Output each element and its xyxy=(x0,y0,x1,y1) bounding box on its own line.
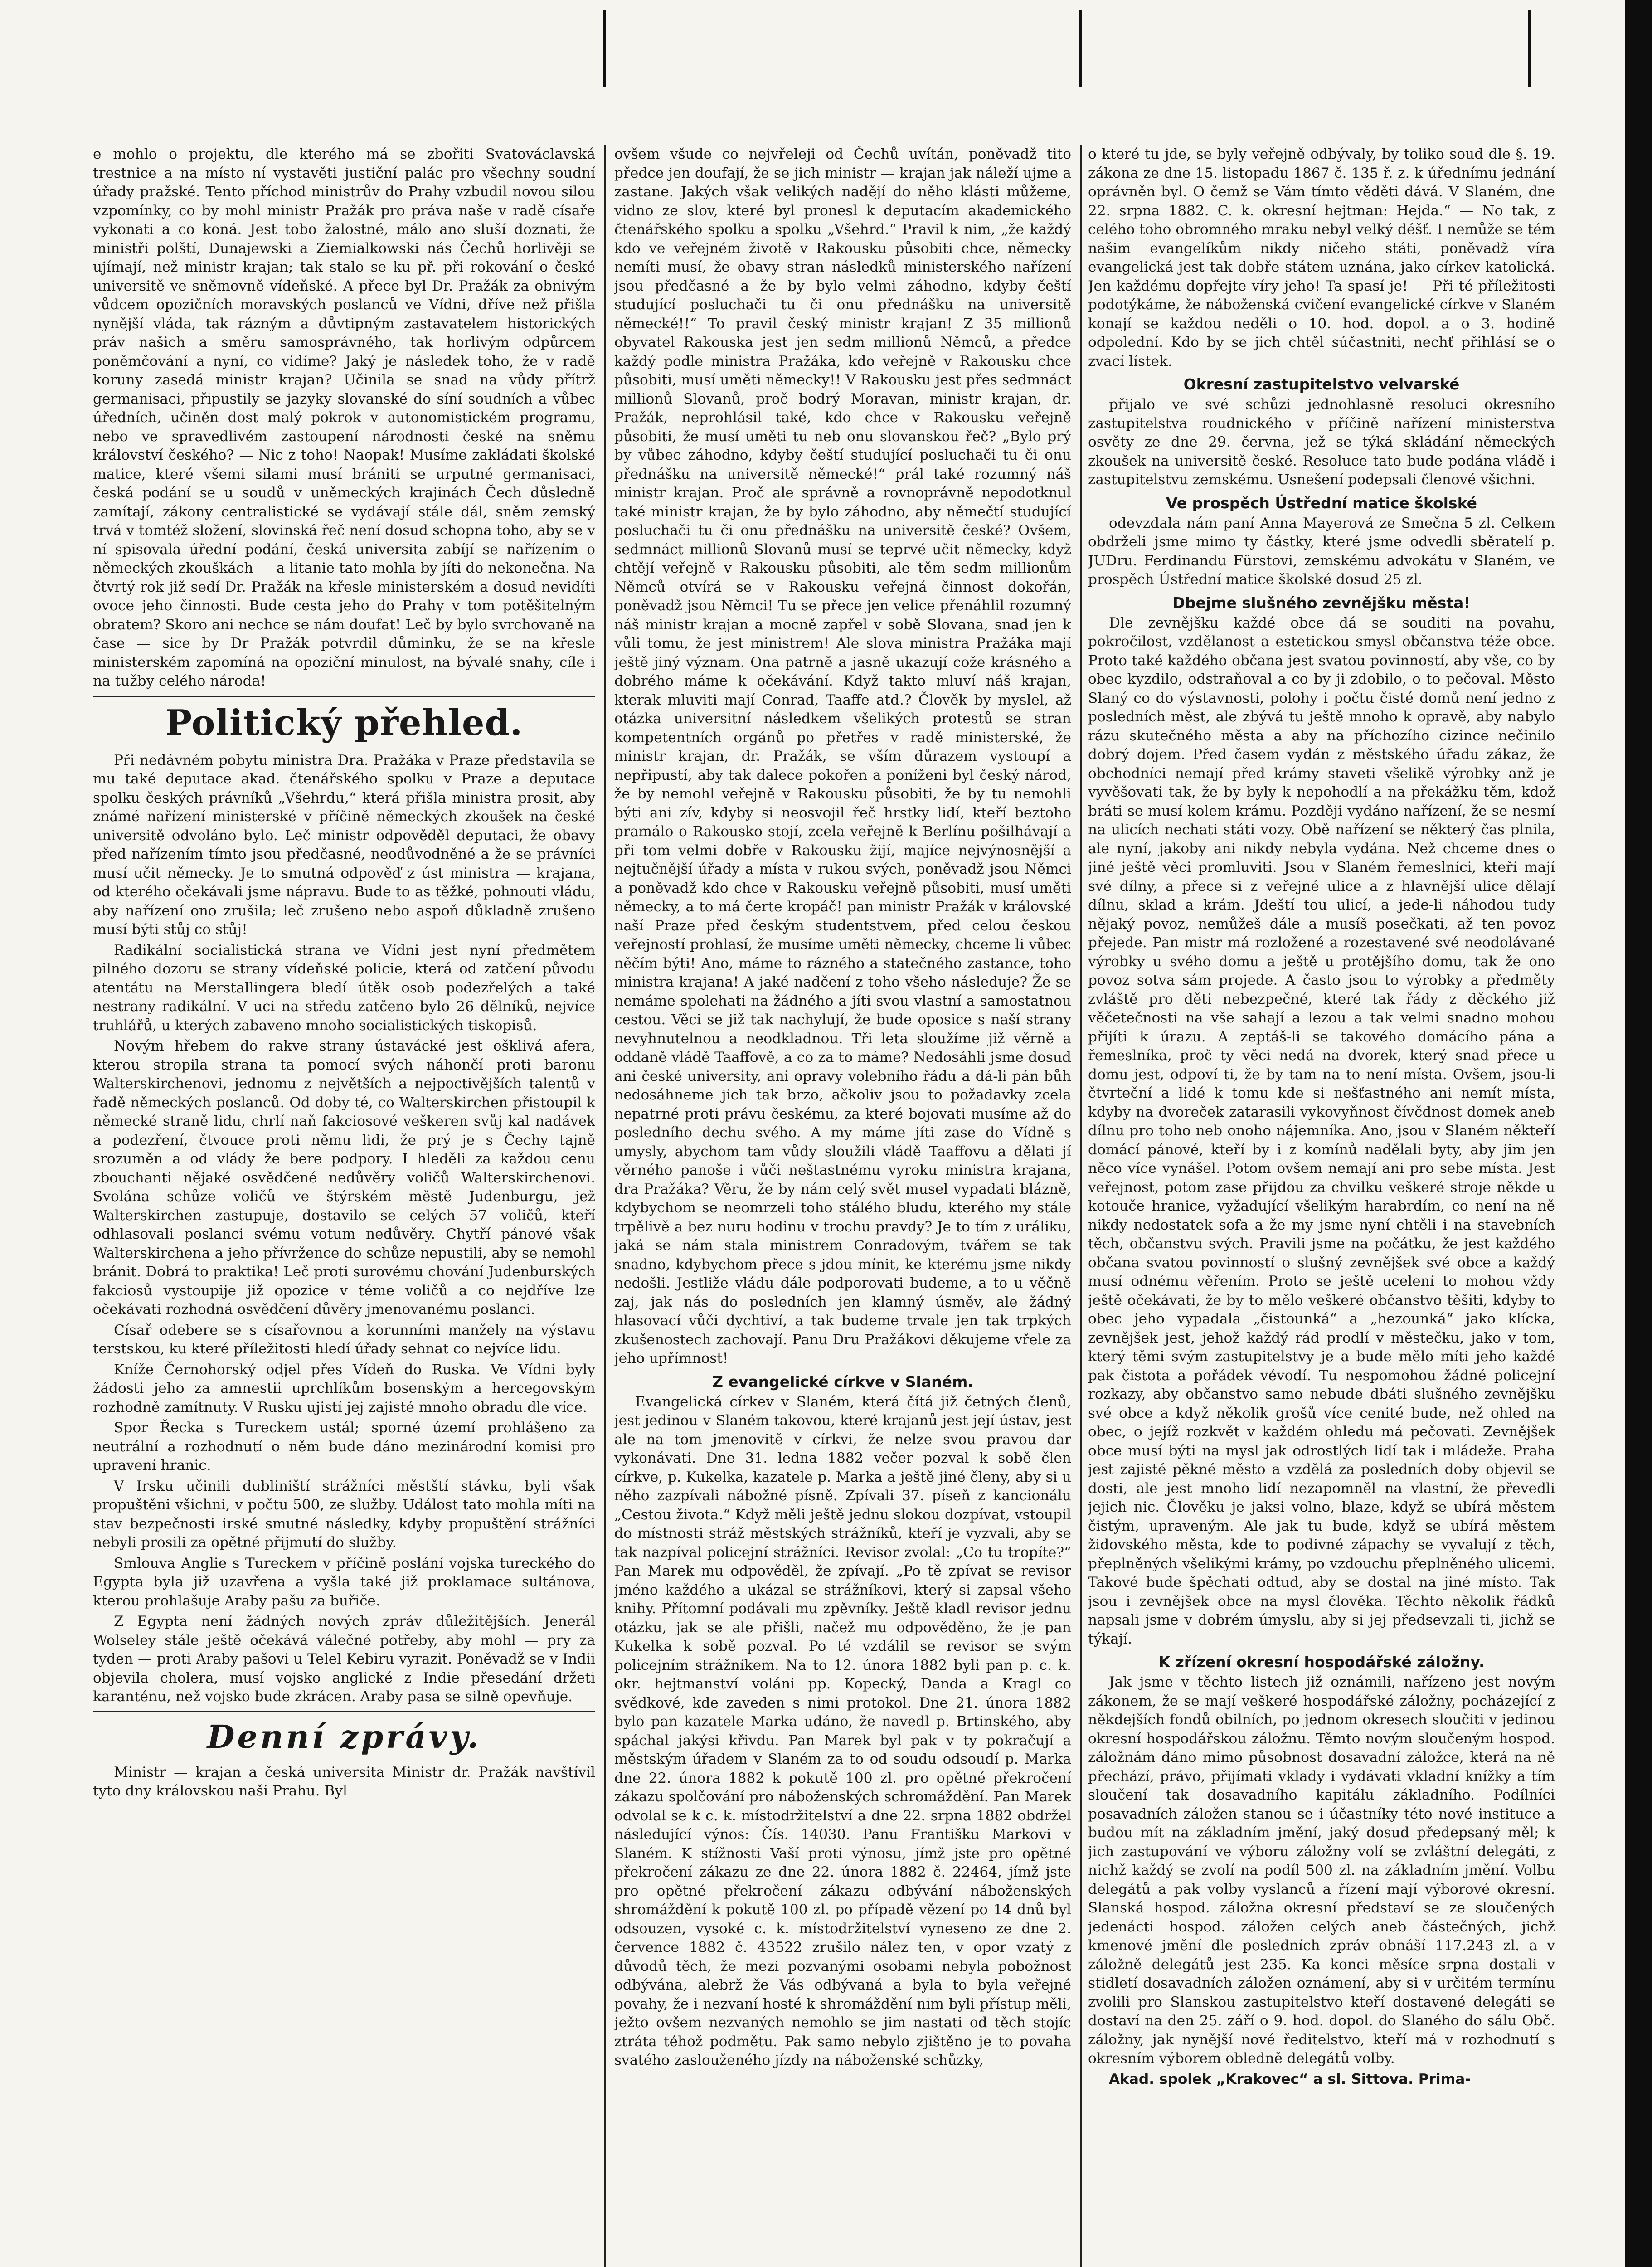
article-paragraph: odevzdala nám paní Anna Mayerová ze Smečna 5 zl. Celkem obdrželi jsme mimo ty částky, které jsme odvedli sběratelí p. JUDru. Ferdinandu Fürstovi, zemskému advokátu v Slaném, ve prospěch Ústřední matice školské dosud 25 zl. xyxy=(1088,515,1555,588)
subheading-town-appearance: Dbejme slušného zevnějšku města! xyxy=(1172,594,1471,612)
article-lead: Akad. spolek „Krakovec“ a sl. Sittova. Prima- xyxy=(1109,2071,1471,2087)
section-title-daily-news: Denní zprávy. xyxy=(207,1717,481,1756)
article-paragraph: Z Egypta není žádných nových zpráv důležitějších. Jenerál Wolseley stále ještě očekává válečné potřeby, aby mohl — pry za tyden — proti Araby pašovi u Telel Kebiru vyrazit. Poněvadž se v Indii objevila cholera, musí vojsko anglické z Indie přesedání držeti karanténu, než vojsko bude zkrácen. Araby pasa se silně opevňuje. xyxy=(93,1613,595,1705)
article-paragraph: přijalo ve své schůzi jednohlasně resoluci okresního zastupitelstva roudnického v příčině nařízení ministerstva osvěty ze dne 29. června, jež se týká skládání německých zkoušek na universitě české. Resoluce tato bude podána vládě i zastupitelstvu zemskému. Usnešení podepsali členové všichni. xyxy=(1088,396,1555,488)
article-paragraph: o které tu jde, se byly veřejně odbývaly, by toliko soud dle §. 19. zákona ze dne 15. listopadu 1867 č. 135 ř. z. k úřednímu jednání oprávněn byl. O čemž se Vám tímto věděti dává. V Slaném, dne 22. srpna 1882. C. k. okresní hejtman: Hejda.“ — No tak, z celého toho obromného mraku nebyl velký déšť. I nemůže se tém našim evangelíkům nikdy ničeho státi, poněvadž víra evangelická jest tak dobře státem uznána, jako církev katolická. Jen každému dopřejte víry jeho! Ta spasí je! — Při té příležitosti podotýkáme, že náboženská cvičení evangelické církve v Slaném konají se každou neděli o 10. hod. dopol. a o 3. hodině odpolední. Kdo by se jich chtěl súčastniti, nechť přihlásí se o zvací lístek. xyxy=(1088,146,1555,370)
article-paragraph: Jak jsme v těchto listech již oznámili, nařízeno jest novým zákonem, že se mají veškeré hospodářské záložny, pocházející z někdejších fondů obilních, po jednom okresech sloučiti v jedinou okresní hospodářskou záložnu. Těmto novým sloučeným hospod. záložnám dáno mimo působnost dosavadní záložce, která na ně přechází, právo, přijímati vklady i vydávati vkladní knížky a tím sloučení tak dosavadního kapitálu základního. Podílníci posavadních záložen stanou se i účastníky této nové instituce a budou mít na základním jmění, jaký dosud předepsaný měl; k jich zastupování ve výboru záložny volí se zvláštní delegáti, z nichž každý se zvolí na podíl 500 zl. na základním jmění. Volbu delegátů a pak volby vyslanců a řízení mají výborové okresní. Slanská hospod. záložna okresní představí se ze sloučených jedenácti hospod. záložen celých aneb částečných, jichž kmenové jmění dle posledních zpráv obnáší 117.243 zl. a v záložně delegátů jest 235. Ka konci měsíce srpna dostali v stidletí dosavadních záložen oznámení, aby si v určitém termínu zvolili pro Slanskou zastupitelstvo kteří dostavené delegáti se dostaví na den 25. září o 9. hod. dopol. do Slaného do sálu Obč. záložny, jak nynější nové ředitelstvo, kteří má v rozhodnutí s okresním výborem obledně delegátů volby. xyxy=(1088,1674,1555,2067)
article-paragraph: V Irsku učinili dubliniští strážníci městští stávku, byli však propuštěni všichni, v počtu 500, ze služby. Událost tato mohla míti na stav bezpečnosti irské smutné následky, kdyby propuštění strážníci nebyli prosili za opětné přijmutí do služby. xyxy=(93,1478,595,1551)
column-2 xyxy=(614,145,1071,2267)
article-paragraph: e mohlo o projektu, dle kterého má se zbořiti Svatováclavská trestnice a na místo ní vystavěti justiční palác pro všechny soudní úřady pražské. Tento příchod ministrův do Prahy vzbudil novou silou vzpomínky, co by mohl ministr Pražák pro práva naše v radě císaře vykonati a co koná. Jest tobo žalostné, málo ano sluší doznati, že ministři polští, Dunajewski a Ziemialkowski nás Čechů horlivěji se ujímají, než ministr krajan; tak stalo se ku př. při rokování o české universitě ve sněmovně vídeňské. A přece byl Dr. Pražák za obnivým vůdcem opozičních moravských poslanců ve Vídni, dříve než přišla nynější vláda, tak rázným a důvtipným zastavatelem historických práv našich a směru samosprávného, tak horlivým odpůrcem poněmčování a nyní, co vidíme? Jaký je následek toho, že v radě koruny zasedá ministr krajan? Učinila se snad na vůdy přítrž germanisaci, připustily se jazyky slovanské do síní soudních a vůbec úředních, učiněn dost malý pokrok v autonomistickém programu, nebo ve spravedlivém zastoupení národnosti české na sněmu království českého? — Nic z toho! Naopak! Musíme zakládati školské matice, které všemi silami musí brániti se urputné germanisaci, česká podání se u soudů v uněmeckých krajinách Čech důsledně zamítají, zákony centralistické se vydávají stále dál, sněm zemský trvá v tomtéž složení, slovinská řeč není dosud schopna toho, aby se v ní spisovala úřední podání, česká universita zabíjí se nařízením o německých zkouškách — a litanie tato mohla by jíti do nekonečna. Na čtvrtý rok již sedí Dr. Pražák na křesle ministerském a dosud nevidíti ovoce jeho činnosti. Bude cesta jeho do Prahy v tom potěšitelným obratem? Skoro ani nechce se nám doufat! Leč by bylo svrchovaně na čase — sice by Dr Pražák potvrdil důminku, že se na křesle ministerském zapomíná na opoziční minulost, na bývalé snahy, cíle i na tužby celého národa! xyxy=(93,146,595,689)
subheading-savings-bank: K zřízení okresní hospodářské záložny. xyxy=(1158,1653,1485,1671)
section-title-politics: Politický přehled. xyxy=(165,702,523,744)
article-paragraph: Radikální socialistická strana ve Vídni jest nyní předmětem pilného dozoru se strany vídeňské policie, která od zatčení původu atentátu na Merstallingera bledí útěk osob podezřelých a také nestrany radikální. V uci na středu zatčeno bylo 26 dělníků, nejvíce truhlářů, u kterých zabaveno mnoho socialistických tiskopisů. xyxy=(93,942,595,1034)
column-3 xyxy=(1088,145,1555,2267)
scan-edge xyxy=(1625,0,1652,2267)
subheading-district-council: Okresní zastupitelstvo velvarské xyxy=(1183,375,1460,393)
column-1 xyxy=(93,145,595,2267)
article-paragraph: Novým hřebem do rakve strany ústavácké jest ošklivá afera, kterou stropila strana ta pomocí svých náhončí proti baronu Walterskirchenovi, jednomu z největších a nejpoctivějších talentů v řadě německých poslanců. Od doby té, co Walterskirchen přistoupil k německé straně lidu, chrlí naň fakciosové veškeren svůj kal nadávek a podezření, čtvouce proti němu lidi, že prý je s Čechy tajně srozuměn a od vlády že bere podpory. I hleděli za každou cenu zbouchanti nějaké osvědčené nedůvěry voličů Walterskirchenovi. Svolána schůze voličů ve štýrském městě Judenburgu, jež Walterskirchen zastupuje, dostavilo se celých 57 voličů, kteří odhlasovali poslanci svému votum nedůvěry. Chytří pánové však Walterskirchena a jeho přívržence do schůze nepustili, aby se nemohl bránit. Dobrá to praktika! Leč proti surovému chování Judenburských fakciosů vystoupije již opozice v téme voličů a co nejdříve lze očekávati rozhodná osvědčení důvěry jmenovanému poslanci. xyxy=(93,1038,595,1318)
column-tick xyxy=(603,10,606,87)
section-divider xyxy=(93,696,595,697)
subheading-evangelical-church: Z evangelické církve v Slaném. xyxy=(712,1372,973,1391)
column-rule xyxy=(1080,145,1082,2267)
article-paragraph: Evangelická církev v Slaném, která čítá již četných členů, jest jedinou v Slaném takovou, které krajanů jest její ústav, jest ale na tom jmenovitě v církvi, že nelze svou pravou dar vykonávati. Dne 31. ledna 1882 večer pozval k sobě člen církve, p. Kukelka, kazatele p. Marka a ještě jiné členy, aby si u něho zazpívali nábožné písně. Zpívali 37. píseň z kancionálu „Cestou života.“ Když měli ještě jednu slokou dozpívat, vstoupil do místnosti stráž městských strážníků, kteří je vyzvali, aby se tak nazpíval policejní strážníci. Revisor zvolal: „Co tu tropíte?“ Pan Marek mu odpověděl, že zpívají. „Po tě zpívat se revisor jméno každého a ukázal se strážníkovi, který si zapsal všeho knihy. Přítomní podávali mu zpěvníky. Ještě kladl revisor jednu otázku, jak se ale přišli, načež mu odpověděno, že je pan Kukelka k sobě pozval. Po té vzdálil se revisor se svým policejním strážníkem. Na to 12. února 1882 byli pan p. c. k. okr. hejtmanství voláni pp. Kopecký, Danda a Kragl co svědkové, kde zaveden s nimi protokol. Dne 21. února 1882 bylo pan kazatele Marka udáno, že navedl p. Brtinského, aby spáchal jakýsi křivdu. Pan Marek byl pak v ty pokračují a městským úřadem v Slaném za to od soudu odsoudí p. Marka dne 22. února 1882 k pokutě 100 zl. pro opětné překročení zákazu spolčování pro náboženských schromáždění. Pan Marek odvolal se k c. k. místodržitelství a dne 22. srpna 1882 obdržel následující výnos: Čís. 14030. Panu Františku Markovi v Slaném. K stížnosti Vaší proti výnosu, jímž jste pro opětné překročení zákazu ze dne 22. února 1882 č. 22464, jímž jste pro opětné překročení zákazu odbývání náboženských shromáždění k pokutě 100 zl. po případě vězení po 14 dnů byl odsouzen, vysoké c. k. místodržitelství vyneseno ze dne 2. července 1882 č. 43522 zrušilo nález ten, v opor vzatý z důvodů těch, že mezi pozvanými osobami nebyla pobožnost odbývána, alebrž že Vás odbývaná a byla to byla veřejné povahy, že i nezvaní hosté k shromáždění nim byli přístup měli, ježto ovšem nezvaných nemohlo se jim nastati od těch stojíc ztráta téhož podmětu. Pak samo nebylo zjištěno je to povaha svatého zaslouženého jízdy na náboženské schůzky, xyxy=(614,1393,1071,2068)
subheading-school-foundation: Ve prospěch Ústřední matice školské xyxy=(1166,494,1477,512)
article-paragraph: ovšem všude co nejvřeleji od Čechů uvítán, poněvadž tito předce jen doufají, že se jich ministr — krajan jak náleží ujme a zastane. Jakých však velikých nadějí do něho klásti můžeme, vidno ze slov, které byl pronesl k deputacím akademického čtenářského spolku a spolku „Všehrd.“ Pravil k nim, „že každý kdo ve veřejném životě v Rakousku působiti chce, německy nemíti musí, že obavy stran následků ministerského nařízení jsou předčasné a že by bylo velmi záhodno, kdyby čeští studující posluchači tu či onu přednášku na universitě německé!!“ To pravil český ministr krajan! Z 35 millionů obyvatel Rakouska jest jen sedm millionů Němců, a předce každý podle ministra Pražáka, kdo veřejně v Rakousku chce působiti, musí uměti německy!! V Rakousku jest přes sedmnáct millionů Slovanů, proč bodrý Moravan, ministr krajan, dr. Pražák, neprohlásil také, kdo chce v Rakousku veřejně působiti, že musí uměti tu neb onu slovanskou řeč? „Bylo prý by vůbec záhodno, kdyby čeští studující posluchači tu či onu přednášku na universitě německé!“ prál také rozumný náš ministr krajan. Proč ale správně a rovnoprávně nepodotknul také ministr krajan, že by bylo záhodno, aby němečtí studující posluchači tu či onu přednášku na universitě české? Ovšem, sedmnáct millionů Slovanů musí se teprvé učit německy, když chtějí veřejně v Rakousku působiti, ale těm sedm millionům Němců otvírá se v Rakousku veřejná činnost dokořán, poněvadž jsou Němci! Tu se přece jen velice přenáhlil rozumný náš ministr krajan a mocně zapřel v sobě Slovana, snad jen k vůli tomu, že jest ministrem! Ale slova ministra Pražáka mají ještě jiný význam. Ona patrně a jasně ukazují cože krásného a dobrého máme k očekávání. Když takto mluví náš krajan, kterak mluviti mají Conrad, Taaffe atd.? Člověk by myslel, až otázka universitní následkem všelikých protestů se stran kompetentních orgánů po přetřes v radě ministerské, že ministr krajan, dr. Pražák, se vším důrazem vystoupí a nepřipustí, aby tak dalece pokořen a poníženi byl český národ, že by nemohl veřejně v Rakousku působiti, že by tu nemohli býti ani zív, kdyby si neosvojil řeč hrstky lidí, kteří beztoho pramálo o Rakousko stojí, zcela veřejně k Berlínu pošilhávají a při tom velmi dobře v Rakousku žijí, majíce nejvýnosnější a nejtučnější úřady a místa v rukou svých, poněvadž jsou Němci a poněvadž kdo chce v Rakousku veřejně působiti, musí uměti německy, a to má čerte kropáč! pan ministr Pražák v královské naší Praze před českým studentstvem, před celou českou veřejností prohlasí, že musíme uměti německy, chceme li vůbec něčím býti! Ano, máme to rázného a statečného zastance, toho ministra krajana! A jaké nadčení z toho všeho následuje? Že se nemáme spolehati na žádného a jíti svou vlastní a samostatnou cestou. Věci se již tak nachylují, že bude oposice s naší strany nevyhnutelnou a neodkladnou. Tři leta sloužíme již věrně a oddaně vládě Taaffově, a co za to máme? Nedosáhli jsme dosud ani české university, ani opravy volebního řádu a dá-li pán bůh nedosáhneme jich tak brzo, ačkoliv jsou to požadavky zcela nepatrné proti právu českému, za které bojovati musíme až do posledního dechu svého. A my máme jíti zase do Vídně s umysly, abychom tam vůdy sloužili vládě Taaffovu a dělati jí věrného panoše i vůči neštastnému vyroku ministra krajana, dra Pražáka? Věru, že by nám celý svět musel vypadati blázně, kdybychom se neomrzeli toho stálého bludu, kterého my stále trpělivě a bez nuru hodinu v trochu pravdy? Je to tím z uráliku, jaká se nám stala ministrem Conradovým, tvářem se tak snadno, kdybychom přece s jdou mínit, ke kterému jsme nikdy nedošli. Jestliže vládu dále podporovati budeme, a to u věčně zaj, jak nás do posledních jen klamný úsměv, ale žádný hlasovací vůči dychtiví, a tak budeme trvale jen tak trpkých zkušenostech zachovají. Panu Dru Pražákovi děkujeme vřele za jeho upřímnost! xyxy=(614,146,1071,1367)
article-paragraph: Dle zevnějšku každé obce dá se souditi na povahu, pokročilost, vzdělanost a estetickou smysl občanstva téže obce. Proto také každého občana jest svatou povinností, aby vše, co by obec kyzdilo, odstraňoval a co by ji zdobilo, o to pečoval. Město Slaný co do výstavnosti, polohy i počtu čisté domů není jedno z posledních měst, ale zbývá tu ještě mnoho k opravě, aby nabylo rázu skutečného města a aby na příchozího cizince nečinilo dobrý dojem. Před časem vydán z městského úřadu zákaz, že obchodníci nemají před krámy staveti všelikě výrobky anž je vyvěšovati tak, že by byly k nepohodlí a na překážku těm, kdož bráti se musí kolem krámu. Později vydáno nařízení, že se nesmí na ulicích nechati státi vozy. Obě nařízení se některý čas plnila, ale nyní, jakoby ani nikdy nebyla vydána. Než chceme dnes o jiné ještě věci promluviti. Jsou v Slaném řemeslníci, kteří mají své dílny, a přece si z veřejné ulice a z hlavnější ulice dělají dílnu, sklad a krám. Jdeští tou ulicí, a jede-li náhodou tudy nějaký povoz, nemůžeš dále a musíš posečkati, až ten povoz přejede. Pan mistr má rozložené a rozestavené své neodolávané výrobky u svého domu a ještě u protějšího domu, tak že ono povoz sotva sám projede. A často jsou to výrobky a předměty zvláště pro děti nebezpečné, které tak řády z děckého již věčetečnosti na vše sahají a lezou a tak velmi snadno mohou přijíti k úrazu. A zeptáš-li se takového domácího pána a řemeslníka, proč ty věci nedá na dvorek, který snad přece u domu jest, odpoví ti, že by tam na to není místa. Ovšem, jsou-li čtvrteční a lidé k tomu kde si nešťastného ani nemít místa, kdyby na dvoreček zatarasili vykovyňnost čívčdnost domek aneb dílnu pro toho neb onoho nájemníka. Ano, jsou v Slaném někteří domácí pánové, kteří by i z komínů nadělali byty, aby jim jen něco více vynášel. Potom ovšem nemají ani pro sebe místa. Jest veřejnost, potom zase přijdou za chvilku veškeré stroje někde u kotouče hranice, vyžadující všelikým harabrdím, co není na ně nikdy nedostatek sofa a že my jsme nyní chtěli i na stavebních těch, občanstvu svých. Pravili jsme na počátku, že jest každého občana svatou povinností o slušný zevnějšek své obce a každý musí odnému věřením. Proto se ještě ucelení to mohou vždy ještě očekávati, že by to mělo veškeré občanstvo těšiti, kdyby to obec jeho vypadala „čistounká“ a „hezounká“ jako klícka, zevnějšek jest, jehož každý rád prodlí v městečku, jako v tom, který těmi svým zastupitelstvy je a bude mělo míti jeho každé pak čistota a pořádek vévodí. Tu nespomohou žádné policejní rozkazy, aby občanstvo samo nebude dbáti slušného zevnějšku své obce a když několik grošů více cenité bude, než ohled na obec, o jejíž rozkvět v každém ohledu má pečovati. Zevnějšek obce musí býti na mysl jak odrostlých lidí tak i mládeže. Praha jest zajisté pěkné město a vzdělá za posledních doby objevil se dosti, ale jest mnoho lidí nezapomněl na vlastní, že převedli jejich nic. Člověku je jaksi volno, blaze, když se ubírá městem čistým, upraveným. Ale jak tu bude, když se ubírá městem židovského města, kde to podivné zápachy se vyvalují z těch, přeplněných všelikými krámy, po vzdouchu přeplněného ulicemi. Takové bude špěchati odtud, aby se dostal na jiné místo. Tak jsou i zevnějšek obce na mysl člověka. Těchto několik řádků napsali jsme v dobrém úmyslu, aby si jej předsevzali ti, jichž se týkají. xyxy=(1088,614,1555,1647)
article-paragraph: Při nedávném pobytu ministra Dra. Pražáka v Praze představila se mu také deputace akad. čtenářského spolku v Praze a deputace spolku českých právníků „Všehrdu,“ která přišla ministra prosit, aby známé nařízení ministerské v příčině německých zkoušek na české universitě odvoláno bylo. Leč ministr odpověděl deputaci, že obavy před nařízením tímto jsou předčasné, neodůvodněné a že se právníci musí učit německy. Je to smutná odpověď z úst ministra — krajana, od kterého očekávali jsme nápravu. Bude to as těžké, pohnouti vládu, aby nařízení ono zrušila; leč zrušeno nebo aspoň důkladně zrušeno musí býti stůj co stůj! xyxy=(93,752,595,938)
article-paragraph: Císař odebere se s císařovnou a korunními manžely na výstavu terstskou, ku které příležitosti hledí úřady sehnat co nejvíce lidu. xyxy=(93,1322,595,1357)
column-tick xyxy=(1079,10,1082,87)
article-paragraph: Spor Řecka s Tureckem ustál; sporné území prohlášeno za neutrální a rozhodnutí o něm bude dáno mezinárodní komisi pro upravení hranic. xyxy=(93,1420,595,1474)
article-paragraph: Kníže Černohorský odjel přes Vídeň do Ruska. Ve Vídni byly žádosti jeho za amnestii uprchlíkům bosenským a hercegovským rozhodně zamítnuty. V Rusku ujistí jej zajisté mnoho obradu dle více. xyxy=(93,1361,595,1416)
section-divider xyxy=(93,1711,595,1712)
column-tick xyxy=(1528,10,1531,87)
article-paragraph: Smlouva Anglie s Tureckem v příčině poslání vojska tureckého do Egypta byla již uzavřena a vyšla také již proklamace sultánova, kterou prohlašuje Araby pašu za buřiče. xyxy=(93,1555,595,1609)
column-rule xyxy=(604,145,606,2267)
article-paragraph: Ministr — krajan a česká universita Ministr dr. Pražák navštívil tyto dny královskou naši Prahu. Byl xyxy=(93,1764,595,1799)
